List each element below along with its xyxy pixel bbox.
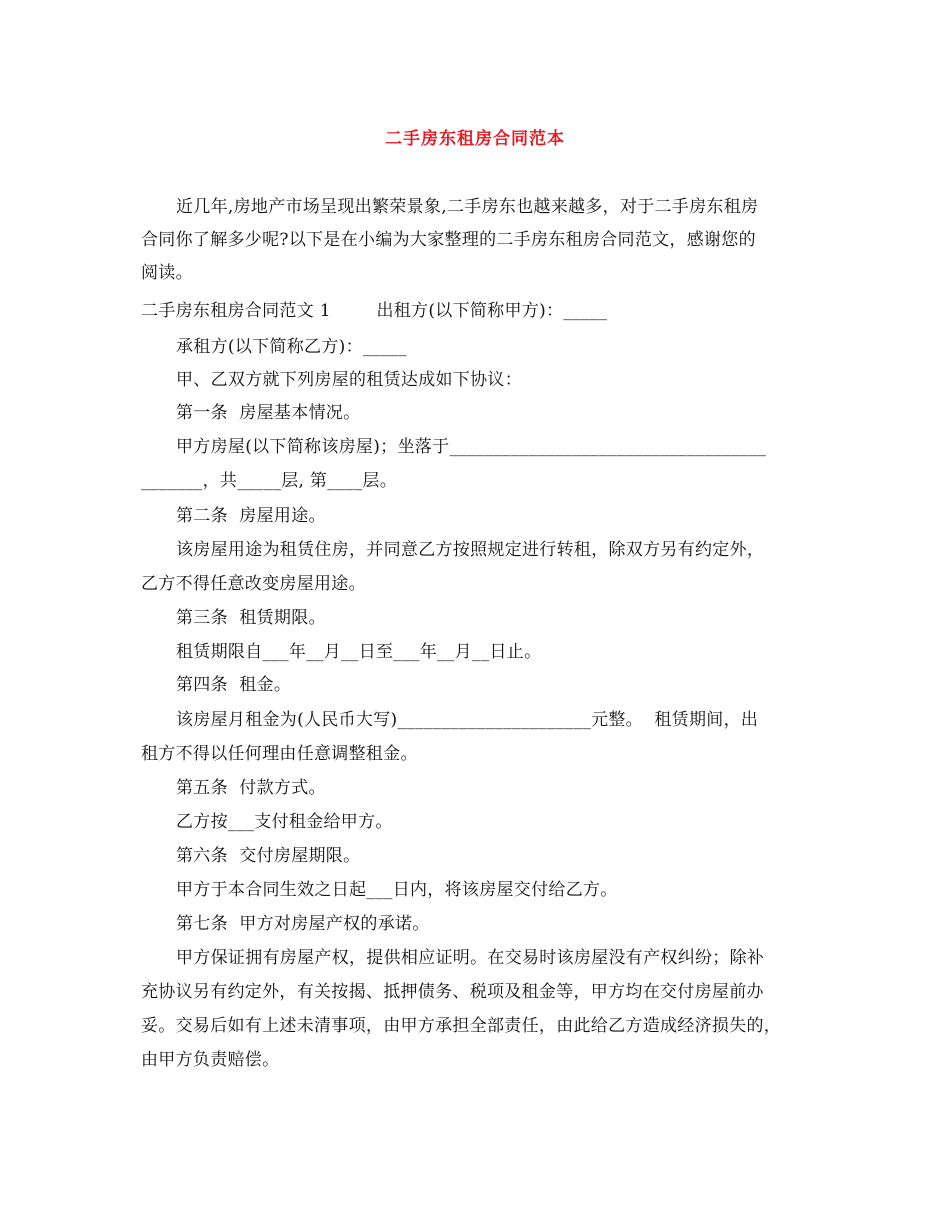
paragraph-line: 阅读。 [141,263,193,283]
paragraph-line: 由甲方负责赔偿。 [141,1050,280,1070]
paragraph-line: 充协议另有约定外，有关按揭、抵押债务、税项及租金等，甲方均在交付房屋前办 [141,982,764,1002]
paragraph-line: 甲方房屋(以下简称该房屋)；坐落于____________________________________ [176,437,767,457]
article-heading: 第三条 租赁期限。 [176,608,326,628]
paragraph-line: 甲方于本合同生效之日起___日内，将该房屋交付给乙方。 [176,880,618,900]
paragraph-line: 二手房东租房合同范文 1 出租方(以下简称甲方)：_____ [141,301,608,321]
paragraph-line: 承租方(以下简称乙方)：_____ [176,337,407,357]
paragraph-line: 租方不得以任何理由任意调整租金。 [141,744,418,764]
paragraph-line: 该房屋用途为租赁住房，并同意乙方按照规定进行转租，除双方另有约定外， [176,540,765,560]
article-heading: 第二条 房屋用途。 [176,506,326,526]
paragraph-line: 乙方不得任意改变房屋用途。 [141,574,366,594]
paragraph-line: 近几年,房地产市场呈现出繁荣景象,二手房东也越来越多，对于二手房东租房 [176,197,759,217]
document-title: 二手房东租房合同范本 [385,129,565,149]
paragraph-line: 甲、乙双方就下列房屋的租赁达成如下协议： [176,370,522,390]
paragraph-line: 租赁期限自___年__月__日至___年__月__日止。 [176,642,542,662]
article-heading: 第七条 甲方对房屋产权的承诺。 [176,914,430,934]
paragraph-line: 合同你了解多少呢?以下是在小编为大家整理的二手房东租房合同范文，感谢您的 [141,230,756,250]
article-heading: 第六条 交付房屋期限。 [176,846,361,866]
article-heading: 第一条 房屋基本情况。 [176,403,361,423]
paragraph-line: 该房屋月租金为(人民币大写)______________________元整。 租赁期间，出 [176,710,759,730]
paragraph-line: 乙方按___支付租金给甲方。 [176,812,393,832]
article-heading: 第五条 付款方式。 [176,778,326,798]
paragraph-line: 妥。交易后如有上述未清事项，由甲方承担全部责任，由此给乙方造成经济损失的， [141,1016,782,1036]
paragraph-line: _______，共_____层, 第____层。 [141,471,398,491]
article-heading: 第四条 租金。 [176,675,292,695]
paragraph-line: 甲方保证拥有房屋产权，提供相应证明。在交易时该房屋没有产权纠纷；除补 [176,948,765,968]
